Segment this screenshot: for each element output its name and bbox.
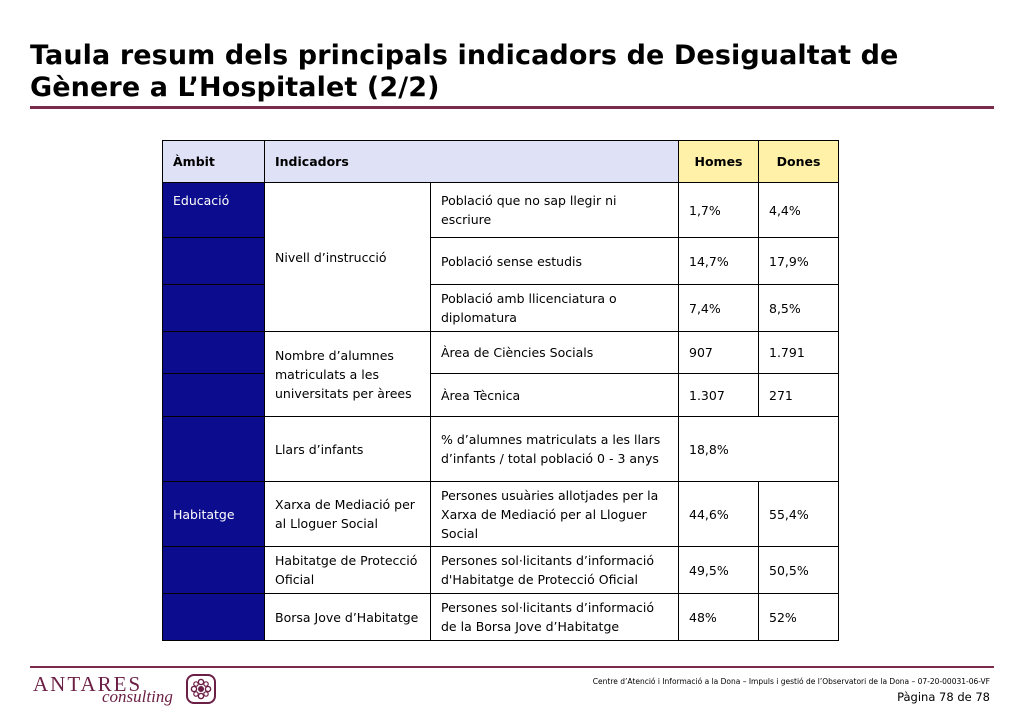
group-universitats: Nombre d’alumnes matriculats a les universitats per àrees — [265, 332, 431, 417]
ambit-cell — [163, 594, 265, 641]
table-row — [163, 417, 839, 482]
homes-cell: 7,4% — [679, 285, 759, 332]
group-llars: Llars d’infants — [265, 417, 431, 482]
indicator-cell: Població amb llicenciatura o diplomatura — [431, 285, 679, 332]
indicator-cell: Persones sol·licitants d’informació de la Borsa Jove d’Habitatge — [431, 594, 679, 641]
homes-cell: 44,6% — [679, 482, 759, 547]
indicator-cell: Persones usuàries allotjades per la Xarxa de Mediació per al Lloguer Social — [431, 482, 679, 547]
indicator-cell: Àrea de Ciències Socials — [431, 332, 679, 374]
dones-cell: 8,5% — [759, 285, 839, 332]
table-header-row — [163, 141, 839, 183]
table-row — [163, 374, 839, 417]
table-row — [163, 594, 839, 641]
page-number: Pàgina 78 de 78 — [897, 690, 990, 704]
dones-cell: 50,5% — [759, 547, 839, 594]
ambit-cell — [163, 417, 265, 482]
logo-name: ANTARES — [33, 672, 143, 696]
ambit-cell — [163, 332, 265, 374]
dones-cell: 17,9% — [759, 238, 839, 285]
dones-cell: 271 — [759, 374, 839, 417]
footer-text: Centre d’Atenció i Informació a la Dona – Impuls i gestió de l’Observatori de la Dona – 07-20-00031-06-VF — [592, 677, 990, 686]
dones-cell: 52% — [759, 594, 839, 641]
dones-cell: 4,4% — [759, 183, 839, 238]
homes-cell: 1,7% — [679, 183, 759, 238]
ambit-habitatge: Habitatge — [163, 482, 265, 547]
indicator-cell: Població que no sap llegir ni escriure — [431, 183, 679, 238]
homes-cell: 1.307 — [679, 374, 759, 417]
homes-cell: 49,5% — [679, 547, 759, 594]
header-homes: Homes — [679, 141, 759, 183]
group-borsa: Borsa Jove d’Habitatge — [265, 594, 431, 641]
table-row — [163, 238, 839, 285]
footer-divider — [30, 666, 994, 668]
indicator-cell: Població sense estudis — [431, 238, 679, 285]
combined-cell: 18,8% — [679, 417, 839, 482]
group-nivell: Nivell d’instrucció — [265, 183, 431, 332]
indicator-cell: % d’alumnes matriculats a les llars d’infants / total població 0 - 3 anys — [431, 417, 679, 482]
indicator-cell: Àrea Tècnica — [431, 374, 679, 417]
table-row — [163, 183, 839, 238]
dones-cell: 1.791 — [759, 332, 839, 374]
homes-cell: 14,7% — [679, 238, 759, 285]
homes-cell: 48% — [679, 594, 759, 641]
group-hpo: Habitatge de Protecció Oficial — [265, 547, 431, 594]
ambit-cell — [163, 238, 265, 285]
antares-logo-icon — [185, 673, 217, 705]
ambit-cell — [163, 285, 265, 332]
indicator-cell: Persones sol·licitants d’informació d'Habitatge de Protecció Oficial — [431, 547, 679, 594]
header-dones: Dones — [759, 141, 839, 183]
dones-cell: 55,4% — [759, 482, 839, 547]
ambit-cell — [163, 374, 265, 417]
ambit-cell — [163, 547, 265, 594]
ambit-educacio: Educació — [163, 183, 265, 238]
logo-subtitle: consulting — [102, 687, 173, 706]
table-row — [163, 332, 839, 374]
table-row — [163, 285, 839, 332]
group-xarxa: Xarxa de Mediació per al Lloguer Social — [265, 482, 431, 547]
table-row — [163, 547, 839, 594]
page-title: Taula resum dels principals indicadors de Desigualtat de Gènere a L’Hospitalet (2/2) — [30, 40, 899, 103]
header-ambit: Àmbit — [163, 141, 265, 183]
homes-cell: 907 — [679, 332, 759, 374]
title-divider — [30, 106, 994, 109]
table-row — [163, 482, 839, 547]
indicators-table — [162, 140, 839, 641]
header-indicadors: Indicadors — [265, 141, 679, 183]
